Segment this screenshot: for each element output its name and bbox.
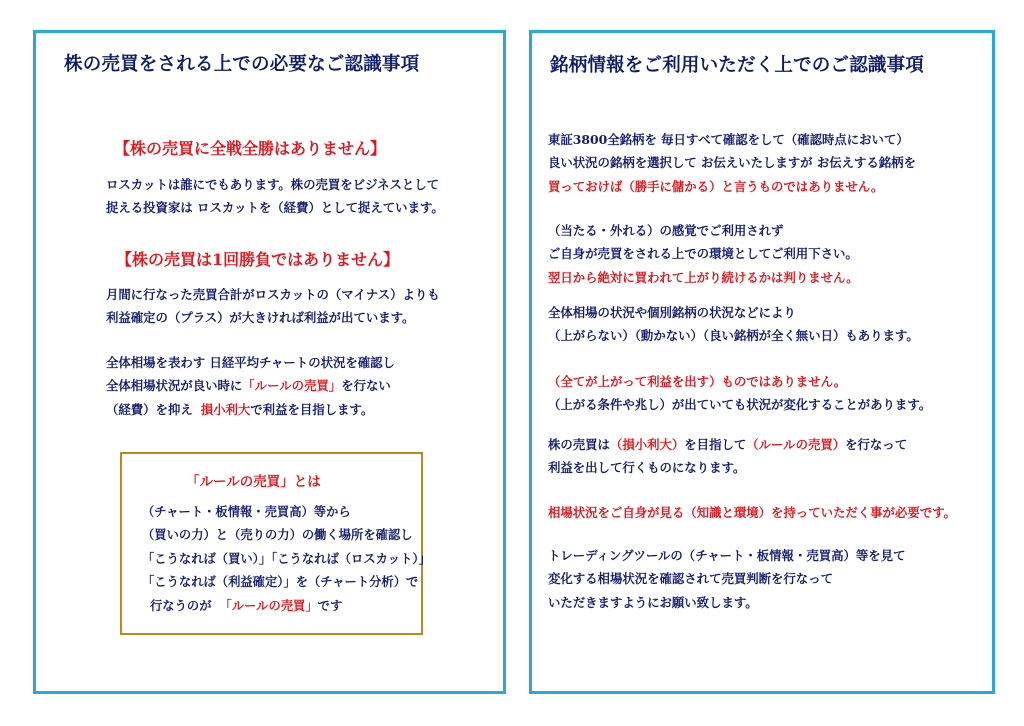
text-line: ご自身が売買をされる上での環境としてご利用下さい。 bbox=[548, 246, 858, 262]
trading-goal-paragraph bbox=[548, 433, 907, 480]
warning-line: 翌日から絶対に買われて上がり続けるかは判りません。 bbox=[548, 269, 859, 285]
text-line: 利益を出して行くものになります。 bbox=[548, 460, 746, 476]
text-line: 「こうなれば（買い）」「こうなれば（ロスカット）」 bbox=[142, 550, 431, 566]
knowledge-requirement-paragraph bbox=[548, 501, 956, 524]
text-line: 東証3800全銘柄を 毎日すべて確認をして（確認時点において） bbox=[548, 132, 909, 147]
text-line: 捉える投資家は ロスカットを（経費）として捉えています。 bbox=[106, 200, 444, 216]
warning-line: （全てが上がって利益を出す）ものではありません。 bbox=[548, 374, 847, 389]
heading-not-one-shot: 【株の売買は1回勝負ではありません】 bbox=[116, 250, 400, 269]
market-condition-paragraph bbox=[548, 301, 919, 348]
text-line: いただきますようにお願い致します。 bbox=[548, 594, 758, 610]
text-line: （経費）を抑え 損小利大で利益を目指します。 bbox=[106, 401, 374, 417]
small-loss-big-gain-highlight: （損小利大） bbox=[609, 437, 685, 452]
text-line: 全体相場の状況や個別銘柄の状況などにより bbox=[548, 305, 796, 320]
text-line: 変化する相場状況を確認されて売買判断を行なって bbox=[548, 571, 833, 587]
text-line: ロスカットは誰にでもあります。株の売買をビジネスとして bbox=[106, 177, 440, 192]
text-line: （当たる・外れる）の感覚でご利用されず bbox=[548, 223, 784, 238]
rule-trading-box bbox=[120, 452, 431, 635]
text-line: 全体相場状況が良い時に「ルールの売買」を行ない bbox=[106, 378, 391, 394]
rule-box-title: 「ルールの売買」とは bbox=[186, 474, 321, 490]
rule-trading-highlight: （ルールの売買） bbox=[746, 437, 846, 452]
text-line: 良い状況の銘柄を選択して お伝えいたしますが お伝えする銘柄を bbox=[548, 155, 916, 171]
rule-box-body bbox=[142, 500, 431, 617]
text-line: （上がる条件や兆し）が出ていても状況が変化することがあります。 bbox=[548, 397, 932, 413]
small-loss-big-gain-highlight: 損小利大 bbox=[200, 401, 251, 417]
text-line: （買いの力）と（売りの力）の働く場所を確認し bbox=[142, 527, 413, 543]
trading-tool-paragraph bbox=[548, 544, 905, 614]
monthly-profit-paragraph bbox=[106, 283, 440, 330]
text-line: （上がらない）（動かない）（良い銘柄が全く無い日）もあります。 bbox=[548, 328, 919, 344]
rule-trading-highlight: 「ルールの売買」 bbox=[219, 597, 318, 613]
usage-environment-paragraph bbox=[548, 219, 859, 289]
text-line: 利益確定の（プラス）が大きければ利益が出ています。 bbox=[106, 310, 415, 326]
text-line: 行なうのが 「ルールの売買」です bbox=[150, 597, 343, 613]
warning-line: 相場状況をご自身が見る（知識と環境）を持っていただく事が必要です。 bbox=[548, 505, 956, 520]
right-panel bbox=[529, 30, 995, 694]
text-line: 「こうなれば（利益確定）」を（チャート分析）で bbox=[142, 574, 419, 590]
right-panel-title: 銘柄情報をご利用いただく上でのご認識事項 bbox=[550, 55, 925, 76]
not-all-rise-paragraph bbox=[548, 370, 931, 417]
text-line: トレーディングツールの（チャート・板情報・売買高）等を見て bbox=[548, 548, 906, 563]
market-check-paragraph bbox=[106, 351, 395, 421]
text-line: 株の売買は（損小利大）を目指して（ルールの売買）を行なって bbox=[548, 437, 908, 452]
text-line: （チャート・板情報・売買高）等から bbox=[142, 504, 351, 519]
left-panel-title: 株の売買をされる上での必要なご認識事項 bbox=[64, 54, 420, 75]
stock-selection-paragraph bbox=[548, 128, 916, 198]
text-line: 月間に行なった売買合計がロスカットの（マイナス）よりも bbox=[106, 287, 440, 302]
rule-trading-highlight: 「ルールの売買」 bbox=[242, 378, 342, 394]
left-panel bbox=[33, 30, 506, 694]
text-line: 全体相場を表わす 日経平均チャートの状況を確認し bbox=[106, 355, 395, 370]
heading-no-perfect-record: 【株の売買に全戦全勝はありません】 bbox=[114, 139, 387, 158]
warning-line: 買っておけば（勝手に儲かる）と言うものではありません。 bbox=[548, 178, 884, 194]
losscut-paragraph bbox=[106, 173, 444, 220]
